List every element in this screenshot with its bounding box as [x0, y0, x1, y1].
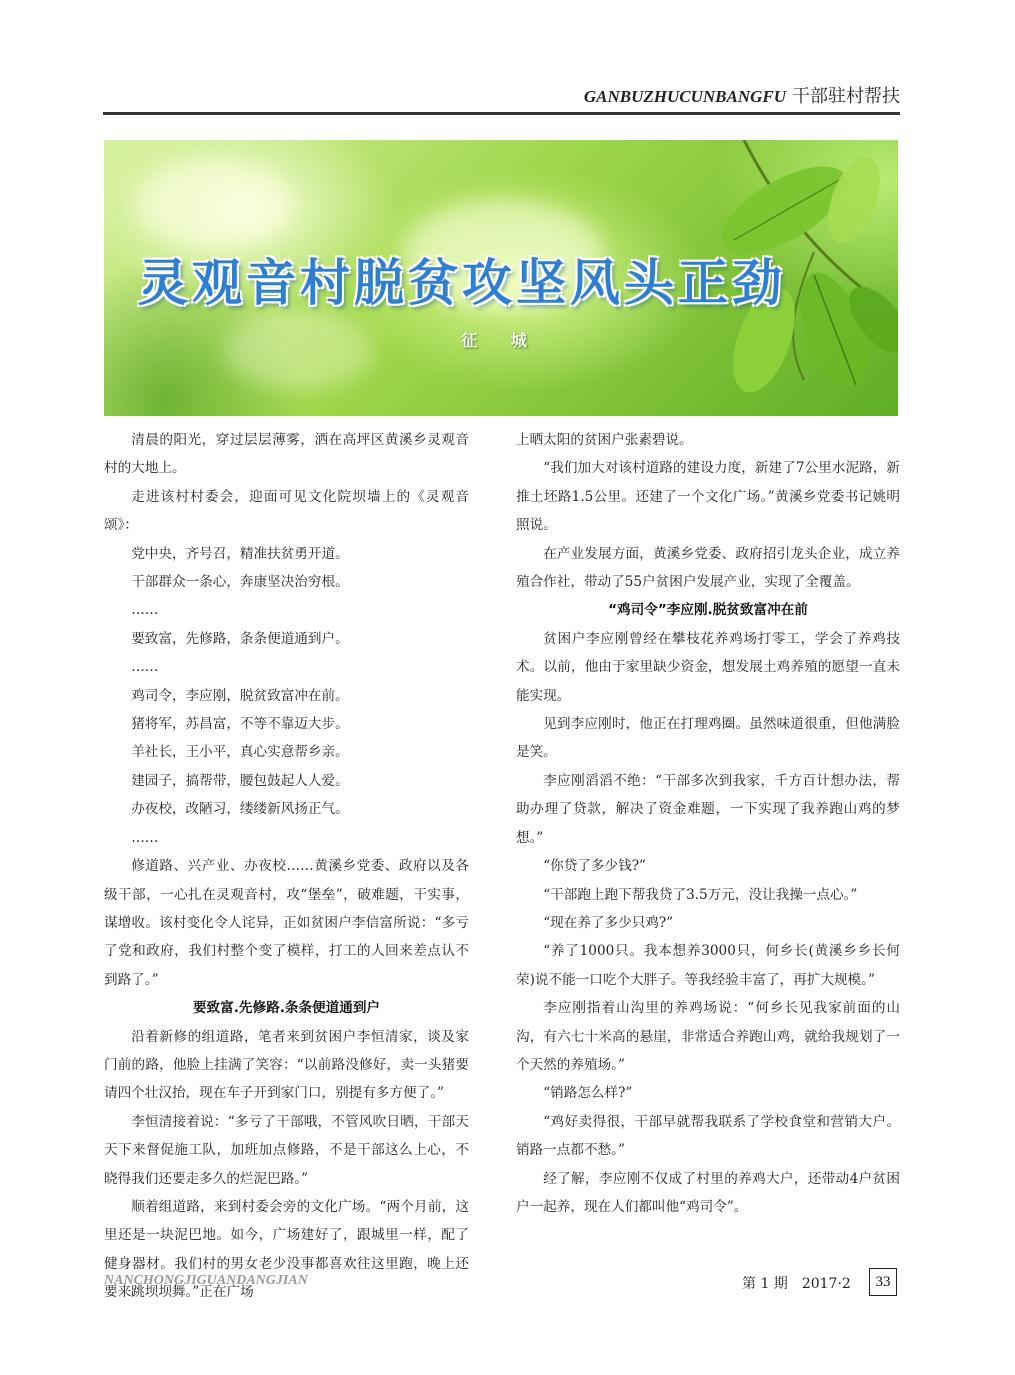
paragraph: 修道路、兴产业、办夜校……黄溪乡党委、政府以及各级干部，一心扎在灵观音村，攻“堡垒”，破难题，干实事，谋增收。该村变化令人诧异，正如贫困户李信富所说：“多亏了党和政府，我们村整个变了模样，打工的人回来差点认不到路了。” — [104, 858, 469, 988]
article-author: 征 城 — [461, 331, 541, 350]
paragraph: 在产业发展方面，黄溪乡党委、政府招引龙头企业，成立养殖合作社，带动了55户贫困户发展产业，实现了全覆盖。 — [516, 545, 900, 591]
poem-ellipsis: …… — [131, 659, 159, 676]
right-column — [516, 426, 900, 1221]
poem-line: 干部群众一条心，奔康坚决治穷根。 — [131, 574, 349, 591]
poem-ellipsis: …… — [131, 829, 159, 846]
footer-date: 2017·2 — [801, 1276, 851, 1292]
poem-line: 办夜校，改陋习，缕缕新风扬正气。 — [131, 801, 349, 818]
paragraph: 李应刚指着山沟里的养鸡场说：“何乡长见我家前面的山沟，有六七十米高的悬崖，非常适合养跑山鸡，就给我规划了一个天然的养殖场。” — [516, 1000, 900, 1073]
paragraph: 李应刚滔滔不绝：“干部多次到我家，千方百计想办法，帮助办理了贷款，解决了资金难题，一下实现了我养跑山鸡的梦想。” — [516, 772, 900, 846]
paragraph: 走进该村村委会，迎面可见文化院坝墙上的《灵观音颂》： — [104, 488, 469, 534]
poem-line: 羊社长，王小平，真心实意帮乡亲。 — [131, 744, 349, 761]
article-title: 灵观音村脱贫攻坚风头正劲 — [138, 254, 786, 312]
section-heading: 要致富.先修路.条条便道通到户 — [192, 1000, 381, 1017]
paragraph: “你贷了多少钱?” — [543, 858, 646, 875]
paragraph: 贫困户李应刚曾经在攀枝花养鸡场打零工，学会了养鸡技术。以前，他由于家里缺少资金，想发展土鸡养殖的愿望一直未能实现。 — [516, 630, 900, 704]
paragraph: 李恒清接着说：“多亏了干部哦，不管风吹日晒，干部天天下来督促施工队，加班加点修路，不是干部这么上心，不晓得我们还要走多久的烂泥巴路。” — [104, 1113, 469, 1187]
header-en-label: GANBUZHUCUNBANGFU — [583, 87, 786, 106]
header-rule — [103, 112, 900, 115]
footer-journal-name: NANCHONGJIGUANDANGJIAN — [104, 1273, 308, 1288]
page-number: 33 — [869, 1268, 897, 1296]
paragraph: 沿着新修的组道路，笔者来到贫困户李恒清家，谈及家门前的路，他脸上挂满了笑容：“以前路没修好，卖一头猪要请四个壮汉抬，现在车子开到家门口，别提有多方便了。” — [104, 1028, 469, 1102]
title-banner — [104, 140, 898, 416]
paragraph: “现在养了多少只鸡?” — [543, 914, 674, 931]
paragraph: “我们加大对该村道路的建设力度，新建了7公里水泥路，新推土坯路1.5公里。还建了一个文化广场。”黄溪乡党委书记姚明照说。 — [516, 460, 900, 534]
poem-line: 鸡司令，李应刚，脱贫致富冲在前。 — [131, 687, 349, 704]
paragraph: “干部跑上跑下帮我贷了3.5万元，没让我操一点心。” — [543, 886, 858, 903]
section-heading: “鸡司令”李应刚.脱贫致富冲在前 — [608, 602, 808, 619]
paragraph: 经了解，李应刚不仅成了村里的养鸡大户，还带动4户贫困户一起养，现在人们都叫他“鸡司令”。 — [516, 1170, 900, 1215]
footer-issue: 第 1 期 — [742, 1276, 788, 1292]
poem-line: 党中央，齐号召，精准扶贫勇开道。 — [131, 545, 349, 562]
paragraph: 清晨的阳光，穿过层层薄雾，洒在高坪区黄溪乡灵观音村的大地上。 — [104, 432, 469, 477]
paragraph: 顺着组道路，来到村委会旁的文化广场。“两个月前，这里还是一块泥巴地。如今，广场建好了，跟城里一样，配了健身器材。我们村的男女老少没事都喜欢往这里跑，晚上还要来跳坝坝舞。”正在广场 — [104, 1198, 469, 1301]
paragraph: 上晒太阳的贫困户张素碧说。 — [516, 432, 693, 448]
paragraph: “鸡好卖得很，干部早就帮我联系了学校食堂和营销大户。销路一点都不愁。” — [516, 1113, 900, 1159]
poem-ellipsis: …… — [131, 602, 159, 619]
header-cn-label: 干部驻村帮扶 — [792, 86, 900, 107]
footer-issue-info — [742, 1273, 851, 1293]
poem-line: 建园子，搞帮带，腰包鼓起人人爱。 — [131, 772, 349, 789]
paragraph: “养了1000只。我本想养3000只，何乡长(黄溪乡乡长何荣)说不能一口吃个大胖子。等我经验丰富了，再扩大规模。” — [516, 943, 900, 988]
left-column — [104, 426, 469, 1307]
page-header — [103, 82, 900, 110]
poem-line: 猪将军，苏昌富，不等不靠迈大步。 — [131, 716, 349, 733]
paragraph: 见到李应刚时，他正在打理鸡圈。虽然味道很重，但他满脸是笑。 — [516, 716, 900, 761]
poem-line: 要致富，先修路，条条便道通到户。 — [131, 630, 349, 647]
paragraph: “销路怎么样?” — [543, 1085, 633, 1102]
